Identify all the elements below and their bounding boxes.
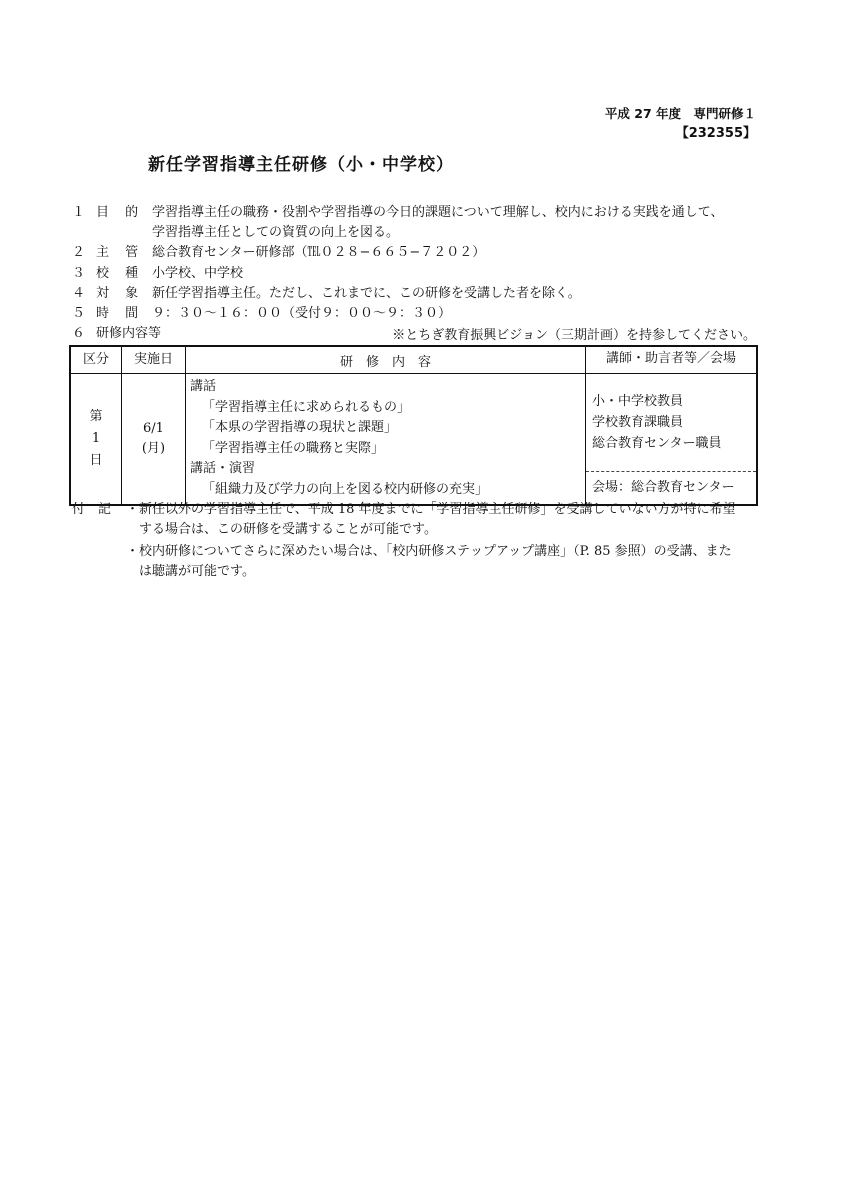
day-char: 第 (89, 408, 103, 424)
instructor-name: 小・中学校教員 (592, 394, 684, 409)
venue: 会場：総合教育センター (586, 471, 756, 496)
content-topic: 「学習指導主任に求められるもの」 (202, 399, 411, 415)
content-heading: 講話 (190, 379, 217, 394)
content-topic: 「本県の学習指導の現状と課題」 (202, 420, 398, 436)
item-target: ４ 対 象 新任学習指導主任。ただし、これまでに、この研修を受講した者を除く。 (72, 286, 581, 301)
footnote-1: ・新任以外の学習指導主任で、平成 18 年度までに「学習指導主任研修」を受講していない方が特に希望 (126, 502, 736, 517)
instructor-name: 総合教育センター職員 (592, 436, 722, 451)
instructor-cell (586, 374, 758, 505)
date-cell (122, 374, 186, 505)
date-value: 6/1 (143, 420, 164, 436)
item-management: ２ 主 管 総合教育センター研修部（℡０２８−６６５−７２０２） (72, 245, 486, 260)
page-title: 新任学習指導主任研修（小・中学校） (148, 155, 454, 175)
header-content: 研 修 内 容 (186, 346, 586, 374)
header-division: 区分 (70, 346, 122, 374)
footnote-label: 付 記 (72, 502, 112, 517)
table-row (70, 374, 757, 505)
instructor-name: 学校教育課職員 (592, 415, 684, 430)
content-topic: 「組織力及び学力の向上を図る校内研修の充実」 (202, 481, 489, 497)
footnote-2: ・校内研修についてさらに深めたい場合は、「校内研修ステップアップ講座」（P. 85 参照）の受講、また (126, 544, 732, 559)
header-date: 実施日 (122, 346, 186, 374)
header-instructor: 講師・助言者等／会場 (586, 346, 758, 374)
item-content: ６ 研修内容等 (72, 326, 162, 341)
bring-vision-note: ※とちぎ教育振興ビジョン（三期計画）を持参してください。 (392, 328, 756, 343)
item-school-type: ３ 校 種 小学校、中学校 (72, 266, 244, 281)
content-topic: 「学習指導主任の職務と実際」 (202, 440, 385, 456)
table-header-row (70, 346, 757, 374)
day-char: 日 (89, 452, 103, 468)
instructor-list (586, 374, 756, 471)
year-course-label: 平成 27 年度 専門研修１ (604, 106, 756, 121)
content-heading: 講話・演習 (190, 461, 256, 477)
schedule-table (69, 345, 758, 506)
item-purpose: １ 目 的 学習指導主任の職務・役割や学習指導の今日的課題について理解し、校内における実践を通して、 (72, 205, 724, 220)
course-code: 【232355】 (675, 126, 756, 141)
content-cell (186, 374, 586, 505)
item-time: ５ 時 間 ９：３０〜１６：００（受付９：００〜９：３０） (72, 306, 452, 321)
footnote-1-cont: する場合は、この研修を受講することが可能です。 (139, 522, 437, 537)
item-purpose-cont: 学習指導主任としての資質の向上を図る。 (152, 225, 400, 240)
day-cell (70, 374, 122, 505)
footnote-2-cont: は聴講が可能です。 (139, 564, 255, 579)
weekday-value: (月) (141, 440, 166, 456)
day-char: 1 (91, 430, 101, 446)
